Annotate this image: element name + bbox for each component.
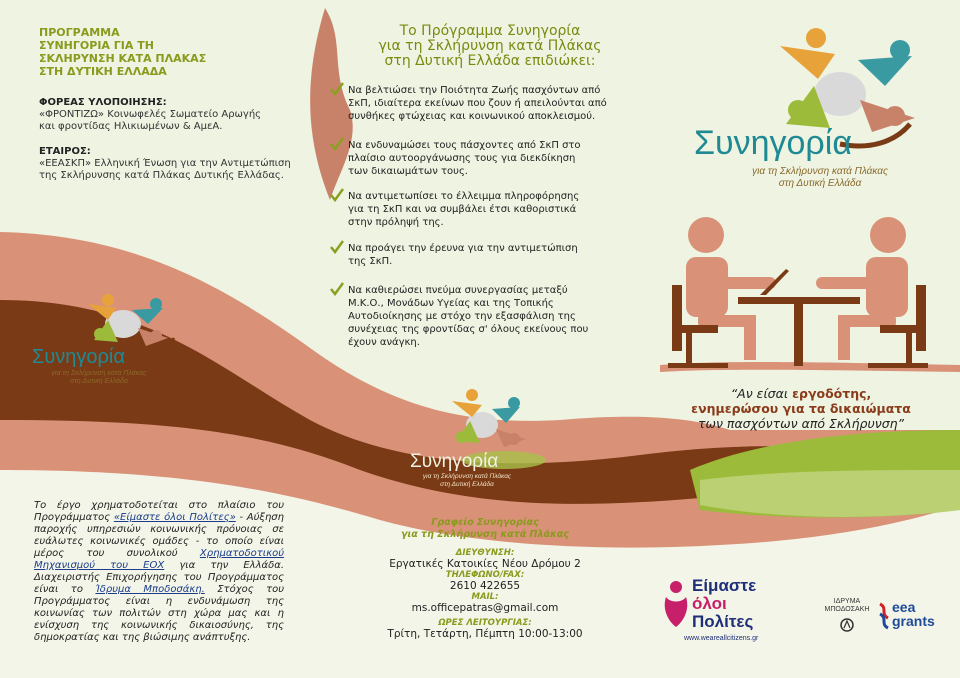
synigoria-logo-left (28, 290, 188, 390)
middle-heading (370, 24, 610, 69)
program-title-line: ΠΡΟΓΡΑΜΜΑ (39, 26, 120, 39)
citizens-text: Είμαστε όλοι Πολίτες (692, 576, 757, 631)
logo-subtitle (730, 166, 910, 190)
funding-link[interactable]: «Είμαστε όλοι Πολίτες» (113, 512, 236, 523)
quote-text: των πασχόντων από Σκλήρυνση” (697, 416, 905, 431)
logo-subtitle-line: στη Δυτική Ελλάδα (440, 481, 494, 488)
goal-text: Να προάγει την έρευνα για την αντιμετώπιση της ΣκΠ. (348, 243, 578, 267)
goal-text: Να βελτιώσει την Ποιότητα Ζωής πασχόντων από ΣκΠ, ιδιαίτερα εκείνων που ζουν ή απειλούνται από συνθήκες φτώχειας και κοινωνικού αποκλεισμού. (348, 85, 607, 122)
checkmark-icon (330, 240, 344, 254)
eea-flag-icon (878, 602, 890, 630)
people-circle-icon (28, 290, 188, 350)
middle-heading-line: στη Δυτική Ελλάδα επιδιώκει: (384, 53, 596, 69)
logo-subtitle-line: στη Δυτική Ελλάδα (778, 178, 862, 189)
office-info (380, 517, 590, 640)
logo-name: Συνηγορία (32, 346, 125, 368)
quote-bold: εργοδότης, (792, 386, 872, 401)
mail-value[interactable]: ms.officepatras@gmail.com (411, 602, 559, 614)
logo-name: Συνηγορία (410, 451, 499, 472)
address-value: Εργατικές Κατοικίες Νέου Δρόμου 2 (389, 558, 581, 570)
hours-label: ΩΡΕΣ ΛΕΙΤΟΥΡΓΙΑΣ: (438, 618, 532, 628)
program-title-line: ΣΚΛΗΡΥΝΣΗ ΚΑΤΑ ΠΛΑΚΑΣ (39, 52, 207, 65)
synigoria-logo-middle (402, 385, 552, 495)
eea-grants-logo (878, 598, 938, 638)
mail-label: MAIL: (471, 592, 499, 602)
funding-link[interactable]: Ίδρυμα Μποδοσάκη. (95, 584, 205, 595)
partner-text: της Σκλήρυνσης κατά Πλάκας Δυτικής Ελλάδας. (39, 170, 284, 181)
citizens-url[interactable]: www.weareallcitizens.gr (684, 635, 759, 642)
goal-item (330, 139, 630, 178)
checkmark-icon (330, 82, 344, 96)
desk-meeting-illustration (668, 215, 930, 375)
logo-subtitle-line: στη Δυτική Ελλάδα (70, 378, 128, 385)
funding-link[interactable]: Χρηματοδοτικού Μηχανισμού του ΕΟΧ (34, 548, 284, 571)
logo-subtitle-line: για τη Σκλήρυνση κατά Πλάκας (752, 166, 888, 177)
middle-heading-line: για τη Σκλήρυνση κατά Πλάκας (378, 38, 602, 54)
goal-item (330, 242, 630, 268)
goal-item (330, 284, 630, 349)
office-title: για τη Σκλήρυνση κατά Πλάκας (401, 529, 569, 540)
middle-heading-line: Το Πρόγραμμα Συνηγορία (399, 23, 581, 39)
address-label: ΔΙΕΥΘΥΝΣΗ: (455, 548, 515, 558)
logo-subtitle (402, 473, 532, 489)
phone-label: ΤΗΛΕΦΩΝΟ/FAX: (445, 570, 525, 580)
people-circle-icon (402, 385, 552, 455)
partner-text: «ΕΕΑΣΚΠ» Ελληνική Ένωση για την Αντιμετώπιση (39, 158, 291, 169)
checkmark-icon (330, 137, 344, 151)
implementer-label: ΦΟΡΕΑΣ ΥΛΟΠΟΙΗΣΗΣ: (39, 97, 167, 108)
implementer-block (39, 97, 329, 133)
foundation-emblem-icon (839, 617, 855, 633)
logo-subtitle-line: για τη Σκλήρυνση κατά Πλάκας (51, 370, 147, 377)
logo-name: Συνηγορία (694, 124, 852, 162)
weareallcitizens-logo (662, 577, 774, 647)
goal-text: Να καθιερώσει πνεύμα συνεργασίας μεταξύ Μ.Κ.Ο., Μονάδων Υγείας και της Τοπικής Αυτοδιοίκησης με στόχο την εξασφάλιση της συνέχειας της φροντίδας σ' όλους εκείνους που έχουν ανάγκη. (348, 285, 589, 348)
checkmark-icon (330, 188, 344, 202)
implementer-text: «ΦΡΟΝΤΙΖΩ» Κοινωφελές Σωματείο Αρωγής (39, 109, 262, 120)
partner-label: ΕΤΑΙΡΟΣ: (39, 146, 91, 157)
eea-text: eea grants (892, 599, 935, 629)
program-title-line: ΣΥΝΗΓΟΡΙΑ ΓΙΑ ΤΗ (39, 39, 154, 52)
hours-value: Τρίτη, Τετάρτη, Πέμπτη 10:00-13:00 (387, 628, 583, 640)
logo-subtitle-line: για τη Σκλήρυνση κατά Πλάκας (422, 473, 512, 480)
funding-text: Το έργο χρηματοδοτείται στο πλαίσιο του Προγράμματος «Είμαστε όλοι Πολίτες» - Αύξηση παροχής υπηρεσιών κοινωνικής πρόνοιας σε ευάλωτες κοινωνικές ομάδες - το οποίο είναι μέρος του συνολικού Χρηματοδοτικού Μηχανισμού του ΕΟΧ για την Ελλάδα. Διαχειριστής Επιχορήγησης του Προγράμματος είναι το Ίδρυμα Μποδοσάκη. Στόχος του Προγράμματος είναι η ενδυνάμωση της κοινωνίας των πολιτών στη χώρα μας και η ενίσχυση της κοινωνικής δικαιοσύνης, της δημοκρατίας και της βιώσιμης ανάπτυξης. (34, 500, 284, 643)
bodossaki-logo: ΙΔΡΥΜΑ ΜΠΟΔΟΣΑΚΗ (822, 598, 872, 638)
program-title-line: ΣΤΗ ΔΥΤΙΚΗ ΕΛΛΑΔΑ (39, 65, 167, 78)
partner-block (39, 146, 329, 182)
office-title: Γραφείο Συνηγορίας (431, 517, 539, 528)
goal-item (330, 190, 630, 229)
heart-figure-icon (662, 579, 690, 629)
logo-subtitle (34, 370, 164, 386)
program-title (39, 26, 299, 78)
phone-value: 2610 422655 (449, 580, 521, 592)
quote-text: “Αν είσαι (730, 386, 789, 401)
synigoria-logo-main (690, 24, 930, 194)
goal-text: Να ενδυναμώσει τους πάσχοντες από ΣκΠ στο πλαίσιο αυτοοργάνωσης τους για διεκδίκηση των δικαιωμάτων τους. (348, 140, 581, 177)
quote-bold: ενημερώσου για τα δικαιώματα (691, 401, 911, 416)
goal-text: Να αντιμετωπίσει το έλλειμμα πληροφόρησης για τη ΣκΠ και να συμβάλει έτσι καθοριστικά στην πρόληψή της. (348, 191, 580, 228)
implementer-text: και φροντίδας Ηλικιωμένων & ΑμεΑ. (39, 121, 223, 132)
goal-item (330, 84, 630, 123)
employer-quote (676, 386, 926, 431)
checkmark-icon (330, 282, 344, 296)
